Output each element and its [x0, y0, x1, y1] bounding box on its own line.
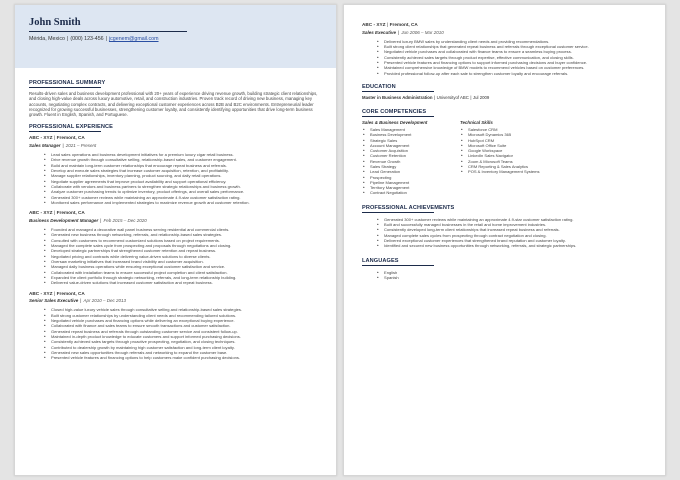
- bullet-item: • Territory Management: [370, 185, 460, 190]
- bullet-item: • Drive revenue growth through consultative selling, relationship-based sales, and customer engagement.: [51, 157, 322, 162]
- job-company: ABC - XYZ: [362, 22, 386, 27]
- competency-list: [468, 127, 558, 175]
- contact-line: Mérida, Mexico | (000) 123-456 | jcgenem@gmail.com: [29, 36, 159, 42]
- bullet-item: • Pipeline Management: [370, 180, 460, 185]
- bullet-item: • Salesforce CRM: [468, 127, 558, 132]
- competency-column-title: Sales & Business Development: [362, 119, 428, 125]
- bullet-item: • Negotiate supplier agreements that improve product availability and support operational efficiency.: [51, 179, 322, 184]
- bullet-item: • Presented vehicle features and financing options to support informed purchasing decisions and buyer confidence.: [384, 60, 647, 65]
- bullet-item: • Google Workspace: [468, 148, 558, 153]
- resume-header: [15, 5, 336, 68]
- bullet-item: • Managed the complete sales cycle from prospecting and proposals through negotiations and closing.: [51, 243, 322, 248]
- bullet-item: • Monitored sales performance and implemented strategies to maximize revenue growth and customer retention.: [51, 200, 322, 205]
- bullet-item: • Develop and execute sales strategies that increase customer acquisition, retention, and profitability.: [51, 168, 322, 173]
- job-entry: [29, 210, 322, 285]
- job-role: Sales Manager: [29, 142, 61, 148]
- bullet-item: • Business Development: [370, 132, 460, 137]
- section-divider: [362, 265, 434, 266]
- summary-section: [29, 80, 322, 117]
- bullet-item: • Presented vehicle features and financing options to help customers make confident purchasing decisions.: [51, 355, 322, 360]
- bullet-item: • POS & Inventory Management Systems: [468, 169, 558, 174]
- bullet-item: • Build and maintain long-term customer relationships that encourage repeat business and referrals.: [51, 163, 322, 168]
- job-title-line: [29, 143, 322, 148]
- education-entry: Master in Business Administration | Universityof ABC | Jul 2009: [362, 94, 490, 100]
- job-title-line: Sales Executive | Jun 2006 – Mar 2010: [362, 29, 444, 35]
- bullet-item: • Revenue Growth: [370, 159, 460, 164]
- experience-section: [29, 124, 322, 360]
- bullet-item: • Lead sales operations and business development initiatives for a premium luxury cigar retail business.: [51, 152, 322, 157]
- bullet-item: • Generated 300+ customer reviews while maintaining an approximate 4.9-star customer satisfaction rating.: [51, 195, 322, 200]
- separator: |: [53, 135, 56, 141]
- competencies-section: [362, 109, 647, 196]
- competency-column-sales: [362, 120, 460, 196]
- bullet-item: • English: [384, 270, 647, 275]
- language-list: [384, 270, 647, 281]
- bullet-item: • LinkedIn Sales Navigator: [468, 153, 558, 158]
- bullet-item: • Consistently achieved sales targets through proactive prospecting, negotiation, and closing techniques.: [51, 339, 322, 344]
- job-entry: [29, 135, 322, 205]
- bullet-item: • Maintained comprehensive knowledge of BMW models to recommend vehicles based on customer preferences.: [384, 65, 647, 70]
- job-list: [29, 135, 322, 360]
- separator: |: [62, 142, 64, 148]
- competency-list: [370, 127, 460, 196]
- bullet-item: • Analyze customer purchasing trends to optimize inventory, product offerings, and overall sales performance.: [51, 189, 322, 194]
- job-company-line: [29, 210, 322, 215]
- job-bullets: [51, 152, 322, 205]
- section-title: PROFESSIONAL ACHIEVEMENTS: [362, 204, 455, 211]
- job-dates: 2021 – Present: [65, 142, 97, 148]
- bullet-item: • Generated 300+ customer reviews while maintaining an approximate 4.9-star customer satisfaction rating.: [384, 217, 647, 222]
- job-role: Business Development Manager: [29, 217, 99, 223]
- separator: |: [53, 290, 56, 296]
- job-bullets: [51, 307, 322, 360]
- job-bullets: [384, 39, 647, 76]
- job-location: Fremont, CA: [56, 210, 85, 216]
- languages-section: [362, 258, 647, 281]
- bullet-item: • Expanded the client portfolio through strategic networking, referrals, and long-term relationship building.: [51, 275, 322, 280]
- bullet-item: • Provided professional follow-up after each sale to strengthen customer loyalty and encourage referrals.: [384, 71, 647, 76]
- bullet-item: • Delivered luxury BMW sales by understanding client needs and providing recommendations.: [384, 39, 647, 44]
- bullet-item: • Microsoft Office Suite: [468, 143, 558, 148]
- job-dates: Jun 2006 – Mar 2010: [401, 29, 444, 35]
- job-dates: Feb 2015 – Dec 2020: [103, 217, 147, 223]
- separator: |: [100, 217, 102, 223]
- competency-column-technical: [460, 120, 558, 196]
- bullet-item: • Collaborated with finance and sales teams to ensure smooth transactions and customer satisfaction.: [51, 323, 322, 328]
- bullet-item: • Contributed to dealership growth by maintaining high customer satisfaction and long-term client loyalty.: [51, 345, 322, 350]
- separator: |: [80, 298, 82, 304]
- job-company: ABC - XYZ: [29, 135, 53, 141]
- job-company: ABC - XYZ: [29, 290, 53, 296]
- candidate-name: John Smith: [29, 17, 81, 28]
- job-title-line: [29, 218, 322, 223]
- bullet-item: • Delivered value-driven solutions that increased customer satisfaction and repeat business.: [51, 280, 322, 285]
- resume-page-1: [14, 4, 337, 476]
- bullet-item: • Oversaw marketing initiatives that increased brand visibility and customer acquisition.: [51, 259, 322, 264]
- job-dates: Apr 2010 – Dec 2013: [83, 298, 126, 304]
- bullet-item: • Lead Generation: [370, 169, 460, 174]
- section-title: PROFESSIONAL EXPERIENCE: [29, 124, 113, 131]
- summary-text: Results-driven sales and business development professional with 20+ years of experience driving revenue growth, building strategic client relationships, and closing high-value deals across luxury automotive, retail, and construction industries. Proven track record of driving new business, managing key accounts, negotiating complex contracts, and delivering exceptional customer experiences across B2B and B2C environments. Entrepreneurial leader recognized for growing successful businesses, strengthening customer loyalty, and consistently identifying opportunities that drive long-term business growth. Fluent in English, Spanish, and Portuguese.: [29, 91, 318, 118]
- job-location: Fremont, CA: [389, 22, 418, 27]
- bullet-item: • Built and successfully managed businesses in the retail and home improvement industries.: [384, 222, 647, 227]
- bullet-item: • Manage supplier relationships, inventory planning, product sourcing, and daily retail operations.: [51, 173, 322, 178]
- bullet-item: • Maintained in-depth product knowledge to educate customers and support informed purchasing decisions.: [51, 334, 322, 339]
- job-role: Sales Executive: [362, 29, 397, 35]
- bullet-item: • Account Management: [370, 143, 460, 148]
- bullet-item: • Customer Acquisition: [370, 148, 460, 153]
- bullet-item: • Consistently developed long-term client relationships that increased repeat business and referrals.: [384, 227, 647, 232]
- section-divider: [362, 116, 434, 117]
- job-location: Fremont, CA: [56, 135, 85, 141]
- separator: |: [53, 210, 56, 216]
- section-divider: [29, 131, 101, 132]
- bullet-item: • Negotiated vehicle purchases and financing options while delivering an exceptional buying experience.: [51, 318, 322, 323]
- bullet-item: • Generated new sales opportunities through referrals and networking to expand the customer base.: [51, 350, 322, 355]
- job-company-line: [29, 135, 322, 140]
- edu-date: Jul 2009: [473, 94, 490, 100]
- bullet-item: • Negotiated pricing and contracts while delivering value-driven solutions to diverse clients.: [51, 254, 322, 259]
- bullet-item: • Prospecting: [370, 175, 460, 180]
- job-company-line: ABC - XYZ | Fremont, CA: [362, 22, 418, 27]
- bullet-item: • Managed daily business operations while ensuring exceptional customer satisfaction and service.: [51, 264, 322, 269]
- bullet-item: • Strategic Sales: [370, 138, 460, 143]
- section-divider: [362, 212, 434, 213]
- bullet-item: • Identified and secured new business opportunities through networking, referrals, and strategic partnerships.: [384, 243, 647, 248]
- section-title: CORE COMPETENCIES: [362, 108, 427, 115]
- header-divider: [29, 31, 187, 32]
- bullet-item: • Contract Negotiation: [370, 190, 460, 195]
- bullet-item: • Sales Strategy: [370, 164, 460, 169]
- bullet-item: • Managed complete sales cycles from prospecting through contract negotiation and closing.: [384, 233, 647, 238]
- bullet-item: • Consulted with customers to recommend customized solutions based on project requirements.: [51, 238, 322, 243]
- resume-page-2: [343, 4, 666, 476]
- job-bullets: [51, 227, 322, 286]
- bullet-item: • Delivered exceptional customer experiences that strengthened brand reputation and customer loyalty.: [384, 238, 647, 243]
- bullet-item: • Generated repeat business and referrals through outstanding customer service and consistent follow-up.: [51, 329, 322, 334]
- edu-school: Universityof ABC: [436, 94, 469, 100]
- edu-degree: Master in Business Administration: [362, 94, 433, 100]
- section-divider: [362, 91, 434, 92]
- section-title: PROFESSIONAL SUMMARY: [29, 80, 106, 86]
- education-section: [362, 84, 647, 100]
- bullet-item: • Collaborated with installation teams to ensure successful project completion and client satisfaction.: [51, 270, 322, 275]
- contact-phone: (000) 123-456: [70, 36, 104, 42]
- bullet-item: • Customer Retention: [370, 153, 460, 158]
- bullet-item: • Founded and managed a decorative wall panel business serving residential and commercial clients.: [51, 227, 322, 232]
- bullet-item: • HubSpot CRM: [468, 138, 558, 143]
- bullet-item: • Zoom & Microsoft Teams: [468, 159, 558, 164]
- job-role: Senior Sales Executive: [29, 298, 79, 304]
- bullet-item: • Consistently achieved sales targets through product expertise, effective communication, and closing skills.: [384, 55, 647, 60]
- bullet-item: • Generated new business through networking, referrals, and relationship-based sales strategies.: [51, 232, 322, 237]
- achievements-section: [362, 205, 647, 249]
- bullet-item: • Negotiated vehicle purchases and collaborated with finance teams to ensure a seamless buying process.: [384, 49, 647, 54]
- job-entry: [362, 22, 647, 76]
- achievement-list: [384, 217, 647, 249]
- contact-email-link[interactable]: jcgenem@gmail.com: [108, 36, 159, 42]
- section-divider: [29, 87, 101, 88]
- bullet-item: • Built strong customer relationships by understanding client needs and recommending tailored solutions.: [51, 313, 322, 318]
- job-entry: [29, 291, 322, 361]
- bullet-item: • Microsoft Dynamics 365: [468, 132, 558, 137]
- bullet-item: • Sales Management: [370, 127, 460, 132]
- section-title: EDUCATION: [362, 83, 396, 90]
- section-title: LANGUAGES: [362, 257, 399, 264]
- job-location: Fremont, CA: [56, 290, 85, 296]
- bullet-item: • Developed strategic partnerships that strengthened customer retention and repeat business.: [51, 248, 322, 253]
- job-title-line: [29, 298, 322, 303]
- bullet-item: • Collaborate with vendors and business partners to strengthen strategic relationships and business growth.: [51, 184, 322, 189]
- job-company-line: [29, 291, 322, 296]
- bullet-item: • Built strong client relationships that generated repeat business and referrals through exceptional customer service.: [384, 44, 647, 49]
- job-company: ABC - XYZ: [29, 210, 53, 216]
- contact-location: Mérida, Mexico: [29, 36, 65, 42]
- bullet-item: • Spanish: [384, 275, 647, 280]
- bullet-item: • CRM Reporting & Sales Analytics: [468, 164, 558, 169]
- competency-column-title: Technical Skills: [460, 119, 493, 125]
- bullet-item: • Closed high-value luxury vehicle sales through consultative selling and relationship-based sales strategies.: [51, 307, 322, 312]
